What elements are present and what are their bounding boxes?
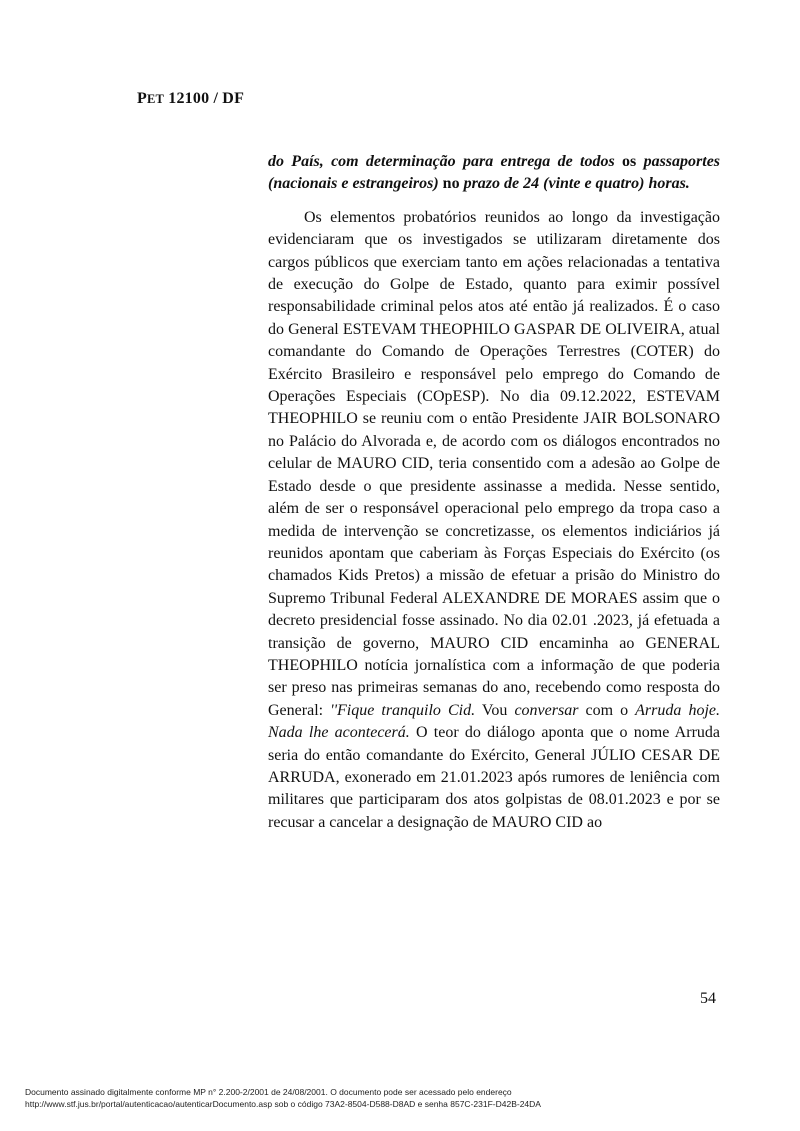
page-number: 54: [700, 990, 716, 1007]
paragraph-rest: O teor do diálogo aponta que o nome Arruda seria do então comandante do Exército, General JÚLIO CESAR DE ARRUDA, exonerado em 21.01.2023 após rumores de leniência com militares que participaram dos atos golpistas de 08.01.2023 e por se recusar a cancelar a designação de MAURO CID ao: [268, 724, 720, 831]
quote-part-2: os: [614, 153, 644, 170]
document-body: [268, 151, 720, 834]
paragraph-intro: Os elementos probatórios reunidos ao longo da investigação evidenciaram que os investigados se utilizaram diretamente dos cargos públicos que exerciam tanto em ações relacionadas a tentativa de execução do Golpe de Estado, quanto para eximir possível responsabilidade criminal pelos atos até então já realizados. É o caso do General ESTEVAM THEOPHILO GASPAR DE OLIVEIRA, atual comandante do Comando de Operações Terrestres (COTER) do Exército Brasileiro e responsável pelo emprego do Comando de Operações Especiais (COpESP). No dia 09.12.2022, ESTEVAM THEOPHILO se reuniu com o então Presidente JAIR BOLSONARO no Palácio do Alvorada e, de acordo com os diálogos encontrados no celular de MAURO CID, teria consentido com a adesão ao Golpe de Estado desde o que presidente assinasse a medida. Nesse sentido, além de ser o responsável operacional pelo emprego da tropa caso a medida de intervenção se concretizasse, os elementos indiciários já reunidos apontam que caberiam às Forças Especiais do Exército (os chamados Kids Pretos) a missão de efetuar a prisão do Ministro do Supremo Tribunal Federal ALEXANDRE DE MORAES assim que o decreto presidencial fosse assinado. No dia 02.01 .2023, já efetuada a transição de governo, MAURO CID encaminha ao GENERAL THEOPHILO notícia jornalística com a informação de que poderia ser preso nas primeiras semanas do ano, recebendo como resposta do General:: [268, 208, 720, 719]
paragraph-quote-1: ''Fique tranquilo Cid.: [330, 701, 476, 719]
quote-part-1: do País, com determinação para entrega de todos: [268, 153, 615, 170]
paragraph-quote-2: conversar: [514, 701, 579, 719]
quote-part-4: no: [438, 175, 464, 193]
case-header: [137, 90, 244, 108]
case-number: 12100 / DF: [168, 90, 245, 107]
case-prefix: P: [137, 90, 147, 107]
signature-footer: [25, 1087, 785, 1110]
main-paragraph: [268, 207, 720, 834]
quoted-excerpt: [268, 151, 720, 196]
paragraph-text-2: com o: [578, 701, 636, 719]
paragraph-text-1: Vou: [475, 701, 515, 719]
footer-line-2: http://www.stf.jus.br/portal/autenticacao/autenticarDocumento.asp sob o código 73A2-8504-D588-D8AD e senha 857C-231F-D42B-24DA: [25, 1098, 541, 1109]
case-prefix-rest: ET: [146, 92, 165, 106]
quote-part-3: passaportes (nacionais e estrangeiros): [268, 153, 721, 193]
paragraph-quote-3: Arruda hoje. Nada lhe acontecerá.: [268, 701, 720, 742]
quote-part-5: prazo de 24 (vinte e quatro) horas.: [463, 175, 690, 193]
footer-line-1: Documento assinado digitalmente conforme MP n° 2.200-2/2001 de 24/08/2001. O documento pode ser acessado pelo endereço: [25, 1087, 512, 1097]
